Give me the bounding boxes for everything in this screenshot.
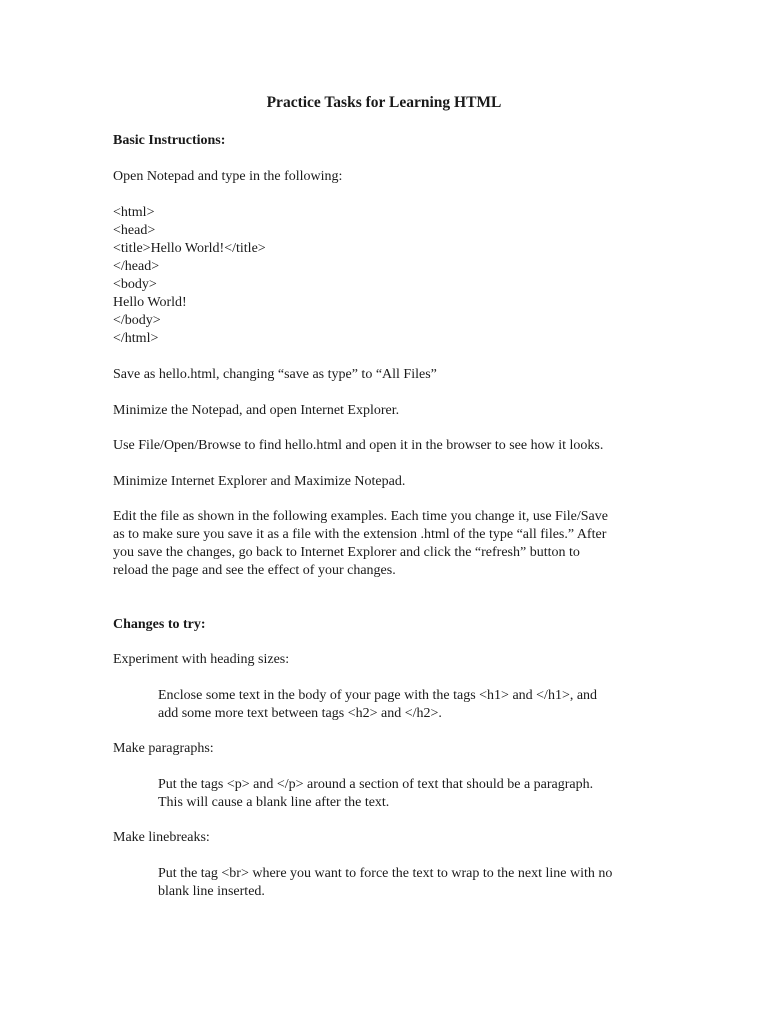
code-line: </head>	[113, 259, 160, 274]
edit-paragraph-line: you save the changes, go back to Internet Explorer and click the “refresh” button to	[113, 545, 580, 560]
paragraphs-line: Put the tags <p> and </p> around a section of text that should be a paragraph.	[158, 777, 594, 792]
minimize-ie-text: Minimize Internet Explorer and Maximize Notepad.	[113, 474, 406, 489]
code-line: </body>	[113, 313, 161, 328]
open-notepad-text: Open Notepad and type in the following:	[113, 169, 343, 184]
changes-to-try-heading: Changes to try:	[113, 617, 206, 632]
page-title: Practice Tasks for Learning HTML	[266, 94, 502, 111]
linebreaks-heading: Make linebreaks:	[113, 830, 210, 845]
minimize-notepad-text: Minimize the Notepad, and open Internet Explorer.	[113, 403, 400, 418]
experiment-line: Enclose some text in the body of your page with the tags <h1> and </h1>, and	[158, 688, 598, 703]
edit-paragraph-line: reload the page and see the effect of your changes.	[113, 563, 396, 578]
code-line: <body>	[113, 277, 157, 292]
code-line: <title>Hello World!</title>	[113, 241, 266, 256]
linebreaks-line: Put the tag <br> where you want to force the text to wrap to the next line with no	[158, 866, 613, 881]
experiment-heading: Experiment with heading sizes:	[113, 652, 290, 667]
code-line: <head>	[113, 223, 156, 238]
edit-paragraph-line: as to make sure you save it as a file with the extension .html of the type “all files.” After	[113, 527, 607, 542]
save-as-text: Save as hello.html, changing “save as type” to “All Files”	[113, 367, 437, 382]
code-line: <html>	[113, 205, 155, 220]
code-line: Hello World!	[113, 295, 187, 310]
experiment-line: add some more text between tags <h2> and </h2>.	[158, 706, 442, 721]
linebreaks-line: blank line inserted.	[158, 884, 265, 899]
use-file-open-text: Use File/Open/Browse to find hello.html and open it in the browser to see how it looks.	[113, 438, 604, 453]
paragraphs-heading: Make paragraphs:	[113, 741, 214, 756]
basic-instructions-heading: Basic Instructions:	[113, 133, 226, 148]
edit-paragraph-line: Edit the file as shown in the following examples. Each time you change it, use File/Save	[113, 509, 608, 524]
paragraphs-line: This will cause a blank line after the text.	[158, 795, 390, 810]
code-line: </html>	[113, 331, 159, 346]
